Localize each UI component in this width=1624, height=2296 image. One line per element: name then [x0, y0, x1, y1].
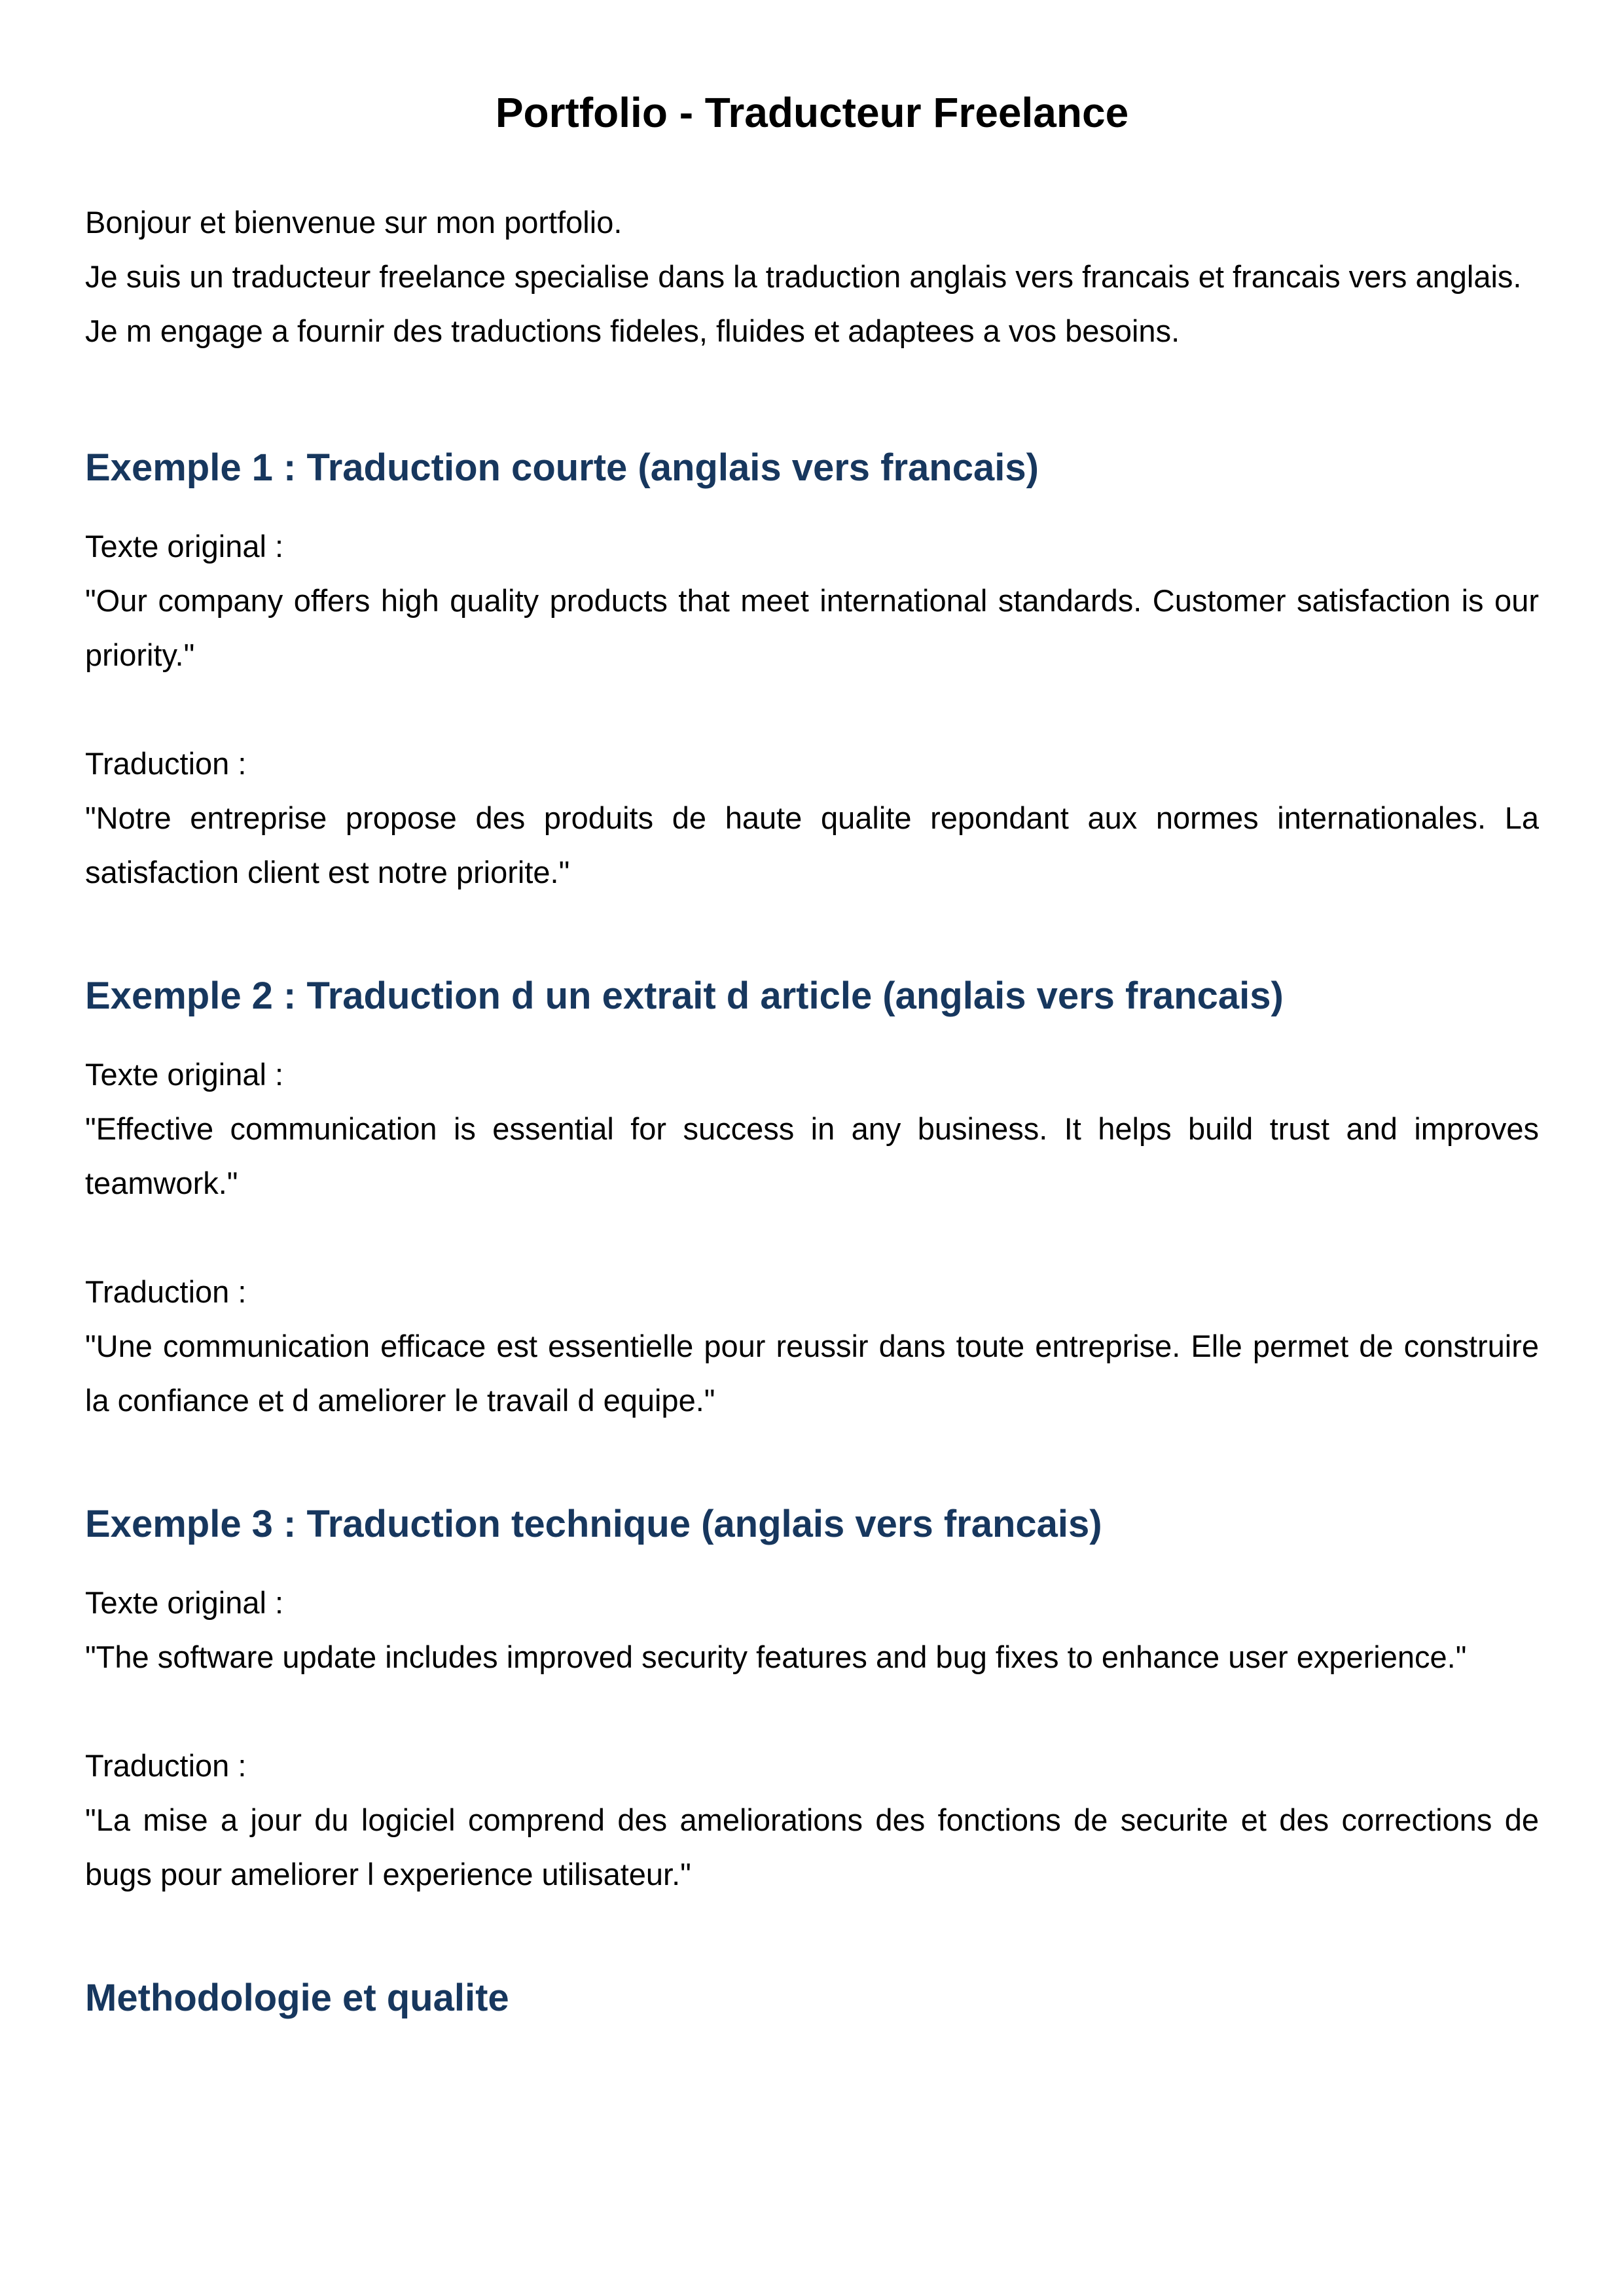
methodology-heading: Methodologie et qualite [85, 1977, 509, 2019]
translation-label: Traduction : [85, 1748, 247, 1783]
translation-label: Traduction : [85, 1274, 247, 1309]
original-label: Texte original : [85, 1057, 284, 1092]
translation-text: "La mise a jour du logiciel comprend des ameliorations des fonctions de securite et des corrections de bugs pour ameliorer l experience utilisateur." [85, 1803, 1539, 1892]
example-heading-3: Exemple 3 : Traduction technique (anglais vers francais) [85, 1503, 1102, 1545]
translation-text: "Notre entreprise propose des produits de haute qualite repondant aux normes internationales. La satisfaction client est notre priorite." [85, 800, 1539, 889]
example-section-3 [85, 1498, 1539, 1901]
intro-line-1: Bonjour et bienvenue sur mon portfolio. [85, 205, 623, 240]
example-heading-1: Exemple 1 : Traduction courte (anglais vers francais) [85, 446, 1039, 489]
original-label: Texte original : [85, 1585, 284, 1620]
original-text: "The software update includes improved security features and bug fixes to enhance user experience." [85, 1640, 1467, 1674]
original-text: "Our company offers high quality products that meet international standards. Customer satisfaction is our priority." [85, 583, 1539, 672]
example-section-2 [85, 970, 1539, 1427]
intro-section [85, 195, 1539, 358]
translation-text: "Une communication efficace est essentielle pour reussir dans toute entreprise. Elle permet de construire la confiance et d ameliorer le travail d equipe." [85, 1329, 1539, 1418]
example-heading-2: Exemple 2 : Traduction d un extrait d article (anglais vers francais) [85, 975, 1284, 1017]
intro-line-3: Je m engage a fournir des traductions fideles, fluides et adaptees a vos besoins. [85, 314, 1180, 348]
intro-line-2: Je suis un traducteur freelance specialise dans la traduction anglais vers francais et francais vers anglais. [85, 259, 1522, 294]
original-text: "Effective communication is essential for success in any business. It helps build trust and improves teamwork." [85, 1111, 1539, 1200]
page-title: Portfolio - Traducteur Freelance [495, 89, 1129, 136]
example-section-1 [85, 442, 1539, 899]
original-label: Texte original : [85, 529, 284, 564]
translation-label: Traduction : [85, 746, 247, 781]
document-body [85, 195, 1539, 2024]
